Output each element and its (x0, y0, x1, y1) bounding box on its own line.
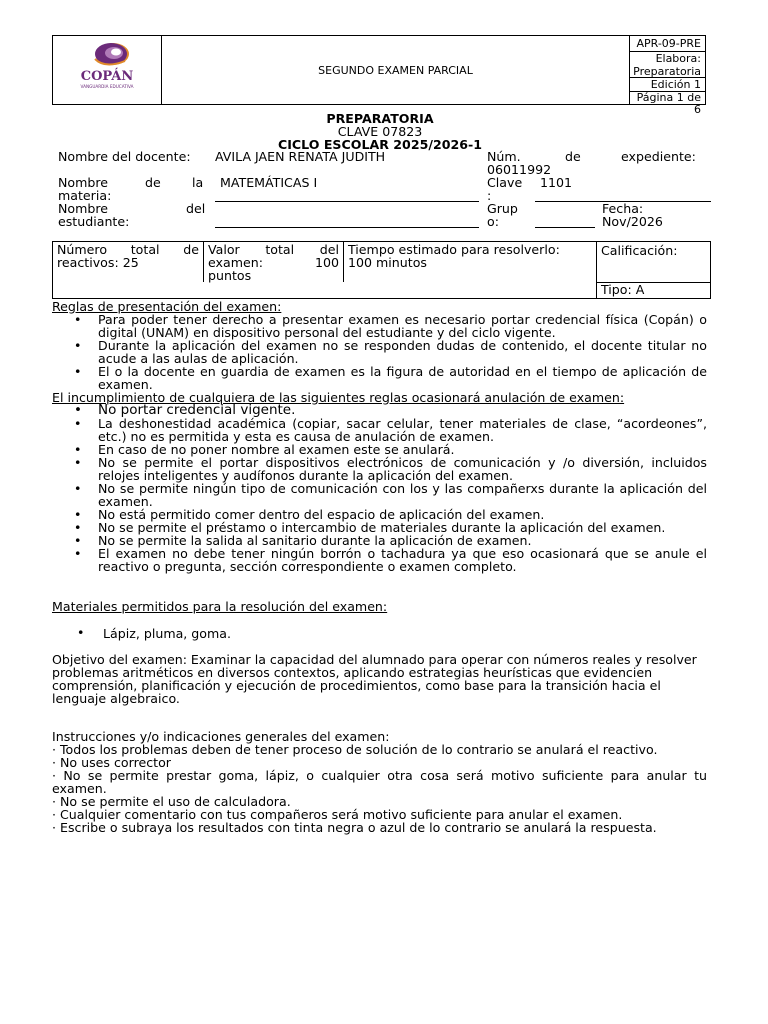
materia-label-1: Nombre (58, 175, 109, 190)
annul-heading: El incumplimiento de cualquiera de las siguientes reglas ocasionará anulación de examen: (52, 390, 625, 405)
grupo-underline[interactable] (535, 227, 595, 228)
docente-label: Nombre del docente: (58, 149, 191, 164)
fecha-value: Nov/2026 (602, 214, 663, 229)
materia-label-2: de (145, 175, 161, 190)
valor-line-2: examen: 100 (208, 255, 339, 270)
annul-item (52, 482, 707, 508)
rule-item (52, 365, 707, 391)
clave-colon: : (487, 188, 492, 203)
tiempo-cell (344, 242, 596, 282)
expediente-label-2: de (565, 149, 581, 164)
estudiante-underline[interactable] (215, 227, 479, 228)
estudiante-label-2: del (186, 201, 206, 216)
reactivos-cell (53, 242, 204, 282)
bullet-icon: • (74, 416, 82, 431)
exam-title: SEGUNDO EXAMEN PARCIAL (162, 36, 630, 104)
doc-page: Página 1 de 6 (636, 91, 701, 116)
bullet-icon: • (74, 442, 82, 457)
bullet-icon: • (74, 402, 82, 418)
clave-value: 1101 (540, 175, 573, 190)
annul-text: No se permite la salida al sanitario durante la aplicación de examen. (98, 533, 532, 548)
rule-item (52, 339, 707, 365)
tiempo-line-2: 100 minutos (348, 255, 427, 270)
materials-item: Lápiz, pluma, goma. (103, 626, 231, 641)
clave-label: Clave (487, 175, 523, 190)
instruction-item: · Escribe o subraya los resultados con tinta negra o azul de lo contrario se anulará la respuesta. (52, 820, 657, 835)
materia-value: MATEMÁTICAS I (220, 175, 318, 190)
rules-list (52, 313, 707, 391)
exam-info-table (52, 241, 711, 299)
header-table (52, 35, 706, 116)
annul-list (52, 404, 707, 573)
elabora-value: Preparatoria (633, 65, 701, 78)
logo-text: COPÁN (80, 69, 134, 84)
rule-text: Durante la aplicación del examen no se responden dudas de contenido, el docente titular no acude a las aulas de aplicación. (98, 338, 707, 366)
logo-cell (53, 36, 162, 104)
annul-item (52, 456, 707, 482)
materia-underline (215, 201, 479, 202)
estudiante-label-1: Nombre (58, 201, 109, 216)
bullet-icon: • (77, 625, 85, 640)
materia-label-3: la (192, 175, 204, 190)
annul-text: No se permite el portar dispositivos electrónicos de comunicación y /o diversión, incluidos relojes inteligentes y audífonos durante la aplicación del examen. (98, 455, 707, 483)
bullet-icon: • (74, 520, 82, 535)
docente-value: AVILA JAEN RENATA JUDITH (215, 149, 386, 164)
valor-line-1: Valor total del (208, 242, 339, 257)
rules-section (52, 300, 707, 573)
rule-item (52, 313, 707, 339)
doc-edition: Edición 1 (630, 78, 705, 92)
instructions-section (52, 730, 707, 834)
valor-cell (204, 242, 344, 282)
calificacion-cell (596, 242, 710, 282)
annul-text: En caso de no poner nombre al examen este se anulará. (98, 442, 455, 457)
instruction-item: · Todos los problemas deben de tener proceso de solución de lo contrario se anulará el reactivo. (52, 742, 658, 757)
tipo-label: Tipo: A (601, 282, 645, 297)
bullet-icon: • (74, 364, 82, 379)
valor-line-3: puntos (208, 268, 252, 283)
annul-item (52, 417, 707, 443)
reactivos-line-2: reactivos: 25 (57, 255, 139, 270)
logo-tagline: VANGUARDIA EDUCATIVA (80, 84, 134, 89)
materia-label-4: materia: (58, 188, 112, 203)
instruction-item: · No uses corrector (52, 755, 171, 770)
elabora-label: Elabora: (655, 52, 701, 65)
fecha-label: Fecha: (602, 201, 644, 216)
annul-text: No portar credencial vigente. (98, 402, 296, 418)
annul-text: No se permite el préstamo o intercambio de materiales durante la aplicación del examen. (98, 520, 666, 535)
instructions-heading: Instrucciones y/o indicaciones generales del examen: (52, 729, 390, 744)
bullet-icon: • (74, 481, 82, 496)
doc-code: APR-09-PRE (630, 36, 705, 52)
bullet-icon: • (74, 455, 82, 470)
annul-text: No se permite ningún tipo de comunicación con los y las compañerxs durante la aplicación del examen. (98, 481, 707, 509)
clave-title: CLAVE 07823 (337, 124, 423, 139)
calificacion-label: Calificación: (601, 243, 678, 258)
tipo-cell (596, 282, 710, 298)
instruction-item: · No se permite prestar goma, lápiz, o cualquier otra cosa será motivo suficiente para anular tu examen. (52, 768, 707, 796)
annul-text: El examen no debe tener ningún borrón o tachadura ya que eso ocasionará que se anule el reactivo o pregunta, sección correspondiente o examen completo. (98, 546, 707, 574)
bullet-icon: • (74, 546, 82, 561)
grupo-label-2: o: (487, 214, 499, 229)
school-title: PREPARATORIA (326, 111, 434, 126)
bullet-icon: • (74, 507, 82, 522)
annul-text: La deshonestidad académica (copiar, sacar celular, tener materiales de clase, “acordeones”, etc.) no es permitida y esta es causa de anulación de examen. (98, 416, 707, 444)
cycle-title: CICLO ESCOLAR 2025/2026-1 (277, 137, 482, 152)
annul-text: No está permitido comer dentro del espacio de aplicación del examen. (98, 507, 545, 522)
estudiante-label-3: estudiante: (58, 214, 130, 229)
rules-heading: Reglas de presentación del examen: (52, 299, 282, 314)
expediente-label-1: Núm. (487, 149, 521, 164)
objective-text: Objetivo del examen: Examinar la capacidad del alumnado para operar con números reales y resolver problemas aritméticos en diversos contextos, aplicando estrategias heurísticas que evidencien comprensión, planificación y ejecución de procedimientos, como base para la transición hacia el lenguaje algebraico. (52, 652, 697, 706)
rule-text: El o la docente en guardia de examen es la figura de autoridad en el tiempo de aplicación de examen. (98, 364, 707, 392)
materials-heading (52, 600, 707, 613)
bullet-icon: • (74, 338, 82, 353)
annul-item (52, 547, 707, 573)
expediente-value: 06011992 (487, 162, 552, 177)
doc-elabora (630, 52, 705, 78)
doc-meta (630, 36, 705, 116)
grupo-label-1: Grup (487, 201, 518, 216)
instruction-item: · No se permite el uso de calculadora. (52, 794, 291, 809)
copan-logo (65, 39, 149, 101)
bullet-icon: • (74, 312, 82, 327)
expediente-label-3: expediente: (621, 149, 696, 164)
rule-text: Para poder tener derecho a presentar examen es necesario portar credencial física (Copán) o digital (UNAM) en dispositivo personal del estudiante y del ciclo vigente. (98, 312, 707, 340)
tiempo-line-1: Tiempo estimado para resolverlo: (348, 242, 560, 257)
materials-heading-text: Materiales permitidos para la resolución del examen: (52, 599, 388, 614)
reactivos-line-1: Número total de (57, 242, 199, 257)
instruction-item: · Cualquier comentario con tus compañeros será motivo suficiente para anular el examen. (52, 807, 623, 822)
bullet-icon: • (74, 533, 82, 548)
